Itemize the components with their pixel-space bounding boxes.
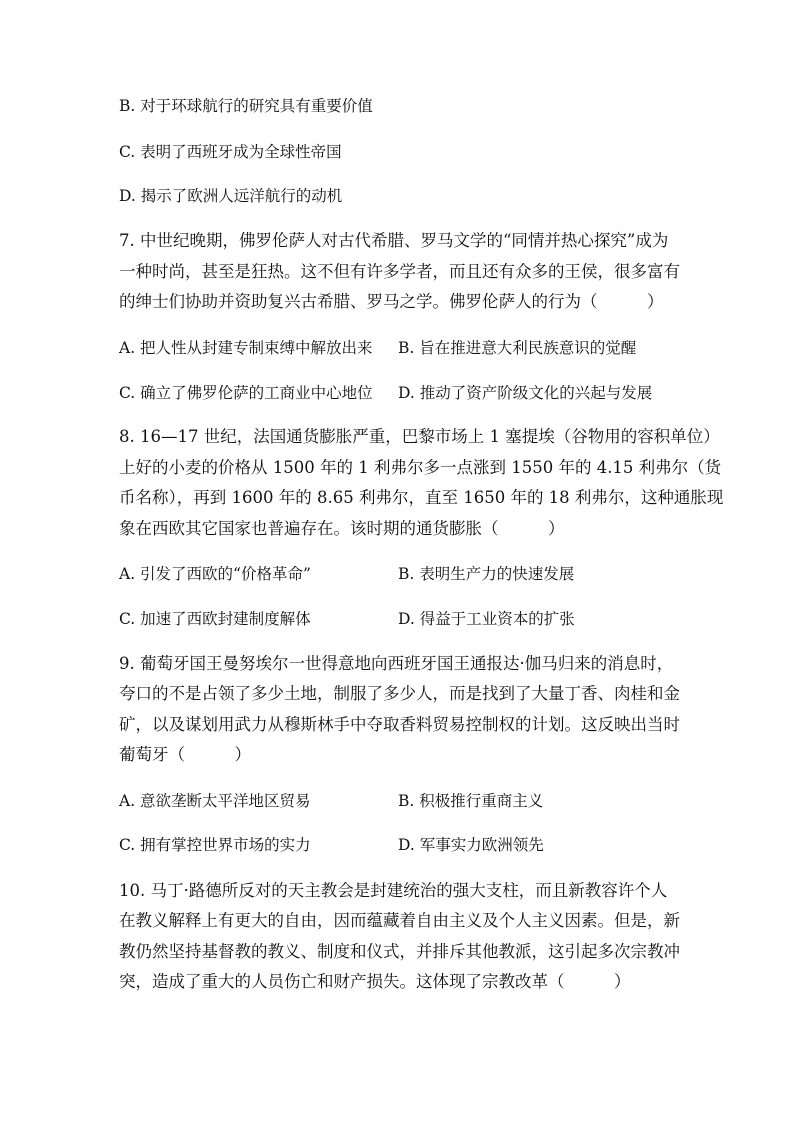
q9-stem-line-1: 9. 葡萄牙国王曼努埃尔一世得意地向西班牙国王通报达·伽马归来的消息时， (119, 654, 674, 673)
q8-stem-line-4: 象在西欧其它国家也普遍存在。该时期的通货膨胀（ ） (119, 519, 565, 538)
q10-stem-line-3: 教仍然坚持基督教的教义、制度和仪式，并排斥其他教派，这引起多次宗教冲 (119, 942, 680, 961)
q8-option-a: A. 引发了西欧的“价格革命” (119, 565, 311, 583)
q9-option-d: D. 军事实力欧洲领先 (398, 836, 544, 854)
q9-option-b: B. 积极推行重商主义 (398, 792, 544, 810)
q7-option-c: C. 确立了佛罗伦萨的工商业中心地位 (119, 384, 373, 402)
q6-option-b: B. 对于环球航行的研究具有重要价值 (119, 97, 373, 115)
q7-stem-line-3: 的绅士们协助并资助复兴古希腊、罗马之学。佛罗伦萨人的行为（ ） (119, 292, 664, 311)
q6-option-d: D. 揭示了欧洲人远洋航行的动机 (119, 187, 343, 205)
q6-option-c: C. 表明了西班牙成为全球性帝国 (119, 143, 342, 161)
q7-option-a: A. 把人性从封建专制束缚中解放出来 (119, 339, 373, 357)
q10-stem-line-2: 在教义解释上有更大的自由，因而蕴藏着自由主义及个人主义因素。但是，新 (119, 911, 680, 930)
q7-stem-line-2: 一种时尚，甚至是狂热。这不但有许多学者，而且还有众多的王侯，很多富有 (119, 262, 680, 281)
q7-option-b: B. 旨在推进意大利民族意识的觉醒 (398, 339, 637, 357)
q8-option-b: B. 表明生产力的快速发展 (398, 565, 575, 583)
q8-stem-line-2: 上好的小麦的价格从 1500 年的 1 利弗尔多一点涨到 1550 年的 4.15 利弗尔（货 (119, 458, 722, 477)
q8-option-c: C. 加速了西欧封建制度解体 (119, 610, 311, 628)
q7-option-d: D. 推动了资产阶级文化的兴起与发展 (398, 384, 653, 402)
q10-stem-line-4: 突，造成了重大的人员伤亡和财产损失。这体现了宗教改革（ ） (119, 972, 631, 991)
q9-stem-line-3: 矿，以及谋划用武力从穆斯林手中夺取香料贸易控制权的计划。这反映出当时 (119, 715, 680, 734)
q8-stem-line-1: 8. 16—17 世纪，法国通货膨胀严重，巴黎市场上 1 塞提埃（谷物用的容积单位） (119, 427, 720, 446)
q9-stem-line-4: 葡萄牙（ ） (119, 745, 251, 764)
q8-stem-line-3: 币名称），再到 1600 年的 8.65 利弗尔，直至 1650 年的 18 利弗尔，这种通胀现 (119, 488, 724, 507)
q9-option-a: A. 意欲垄断太平洋地区贸易 (119, 792, 311, 810)
q8-option-d: D. 得益于工业资本的扩张 (398, 610, 575, 628)
q9-stem-line-2: 夸口的不是占领了多少土地，制服了多少人，而是找到了大量丁香、肉桂和金 (119, 684, 680, 703)
q9-option-c: C. 拥有掌控世界市场的实力 (119, 836, 311, 854)
q7-stem-line-1: 7. 中世纪晚期，佛罗伦萨人对古代希腊、罗马文学的“同情并热心探究”成为 (119, 231, 669, 250)
q10-stem-line-1: 10. 马丁·路德所反对的天主教会是封建统治的强大支柱，而且新教容许个人 (119, 881, 668, 900)
